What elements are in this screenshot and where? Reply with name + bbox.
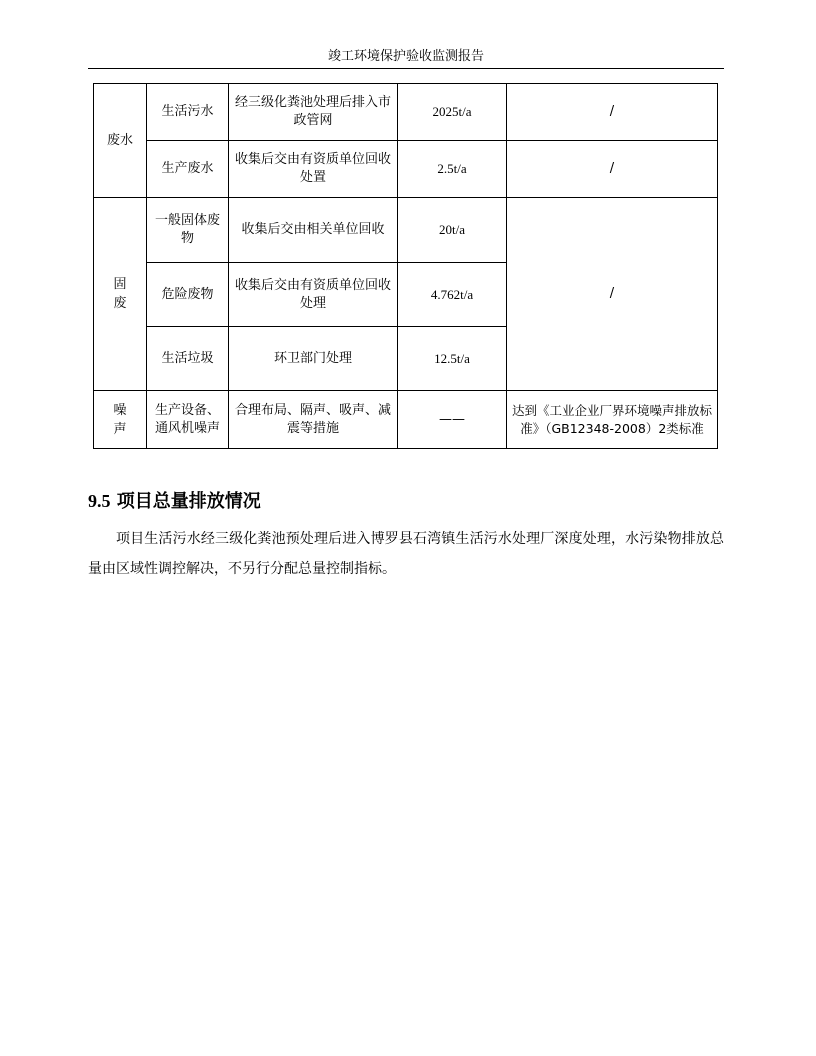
measure-cell: 收集后交由有资质单位回收处置: [229, 141, 398, 198]
source-cell: 一般固体废物: [147, 198, 229, 263]
source-cell: 生产废水: [147, 141, 229, 198]
category-cell-wastewater: 废水: [94, 84, 147, 198]
measure-cell: 合理布局、隔声、吸声、减震等措施: [229, 391, 398, 449]
table-row: [94, 391, 718, 449]
measure-cell: 环卫部门处理: [229, 327, 398, 391]
category-cell-noise: [94, 391, 147, 449]
source-cell: 生活污水: [147, 84, 229, 141]
source-cell: 危险废物: [147, 263, 229, 327]
amount-cell: 20t/a: [398, 198, 507, 263]
emission-table: [93, 83, 718, 449]
section-heading: [88, 487, 261, 516]
standard-cell: 达到《工业企业厂界环境噪声排放标准》（GB12348-2008）2类标准: [507, 391, 718, 449]
standard-cell: /: [507, 141, 718, 198]
measure-cell: 收集后交由有资质单位回收处理: [229, 263, 398, 327]
measure-cell: 经三级化粪池处理后排入市政管网: [229, 84, 398, 141]
measure-cell: 收集后交由相关单位回收: [229, 198, 398, 263]
standard-cell: /: [507, 84, 718, 141]
amount-cell: 2.5t/a: [398, 141, 507, 198]
category-cell-solid-waste: [94, 198, 147, 391]
table-row: [94, 84, 718, 141]
table-row: [94, 141, 718, 198]
amount-cell: 12.5t/a: [398, 327, 507, 391]
amount-cell: 4.762t/a: [398, 263, 507, 327]
category-label: 固废: [113, 277, 127, 311]
amount-cell: ——: [398, 391, 507, 449]
standard-cell: /: [507, 198, 718, 391]
category-label: 噪声: [113, 402, 127, 437]
page-header: [88, 46, 724, 69]
header-title: 竣工环境保护验收监测报告: [327, 49, 484, 64]
section-paragraph: 项目生活污水经三级化粪池预处理后进入博罗县石湾镇生活污水处理厂深度处理，水污染物排放总量由区域性调控解决，不另行分配总量控制指标。: [88, 531, 724, 577]
source-cell: 生产设备、通风机噪声: [147, 391, 229, 449]
section-title: 项目总量排放情况: [116, 491, 261, 512]
table-row: [94, 198, 718, 263]
amount-cell: 2025t/a: [398, 84, 507, 141]
section-number: 9.5: [88, 491, 111, 511]
source-cell: 生活垃圾: [147, 327, 229, 391]
